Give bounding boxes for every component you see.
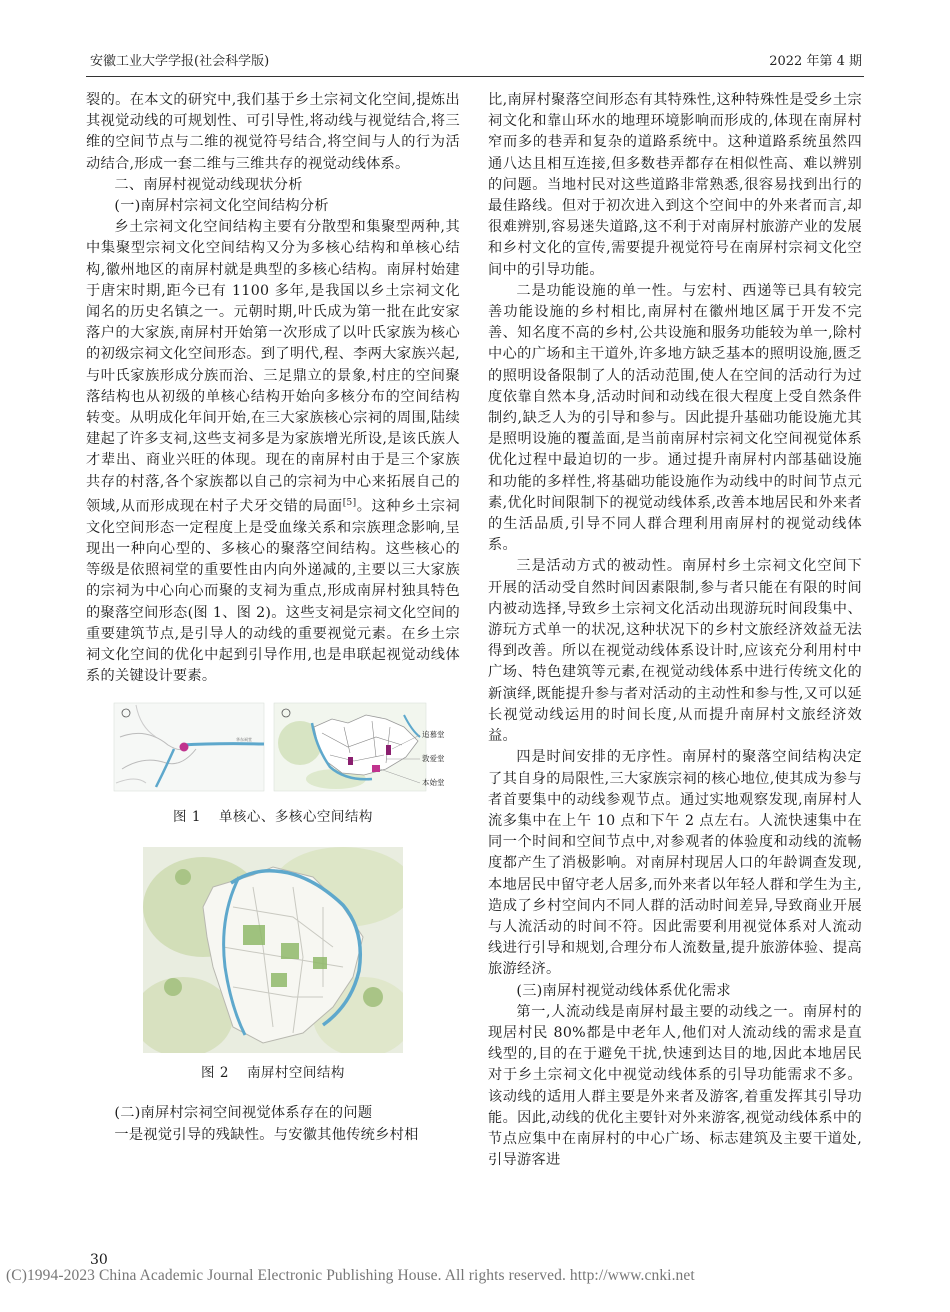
subsection-heading-2: (二)南屏村宗祠空间视觉体系存在的问题 [114,1105,373,1122]
body-paragraph: 二是功能设施的单一性。与宏村、西递等已具有较完善功能设施的乡村相比,南屏村在徽州地区属于开发不完善、知名度不高的乡村,公共设施和服务功能较为单一,除村中心的广场和主干道外,许多地方缺乏基本的照明设施,匮乏的照明设备限制了人的活动范围,使人在空间的活动行为过度依靠自然本身,活动时间和动线在很大程度上受自然条件制约,缺乏人为的引导和参与。因此提升基础功能设施尤其是照明设施的覆盖面,是当前南屏村宗祠文化空间视觉体系优化过程中最迫切的一步。通过提升南屏村内部基础设施和功能的多样性,将基础功能设施作为动线中的时间节点元素,优化时间限制下的视觉动线体系,改善本地居民和外来者的生活品质,引导不同人群合理利用南屏村的视觉动线体系。 [488,282,862,554]
figure-title: 单核心、多核心空间结构 [218,809,373,826]
single-core-map [114,703,264,791]
body-paragraph [86,217,460,687]
subsection-heading-3: (三)南屏村视觉动线体系优化需求 [516,982,731,999]
multi-core-map [274,703,426,791]
core-marker [386,745,391,755]
citation: [5] [342,497,357,508]
subsection-heading-1: (一)南屏村宗祠文化空间结构分析 [114,198,329,215]
legend-label-2: 敦爱堂 [422,754,445,764]
green-area [271,973,287,987]
core-marker [348,757,353,765]
left-column [86,90,460,1146]
legend-label-1: 追慕堂 [422,730,445,740]
green-area [281,943,299,959]
body-paragraph: 一是视觉引导的残缺性。与安徽其他传统乡村相 [114,1126,419,1143]
green-area [313,957,327,969]
figure-2 [143,847,403,1053]
copyright-footer: (C)1994-2023 China Academic Journal Electronic Publishing House. All rights reserved. http://www.cnki.net [6,1267,695,1284]
running-header [90,50,862,72]
right-column [488,90,862,1171]
figure-1-graphic [86,697,460,797]
header-divider [86,76,864,77]
figure-number: 图 1 [173,809,201,826]
green-area [243,925,265,945]
core-marker [372,765,380,772]
body-paragraph: 第一,人流动线是南屏村最主要的动线之一。南屏村的现居村民 80%都是中老年人,他们对人流动线的需求是直线型的,目的在于避免干扰,快速到达目的地,因此本地居民对于乡土宗祠文化中视觉动线体系的引导功能需求不多。该动线的适用人群主要是外来者及游客,着重发挥其引导功能。因此,动线的优化主要针对外来游客,视觉动线体系中的节点应集中在南屏村的中心广场、标志建筑及主要干道处,引导游客进 [488,1003,862,1169]
issue-number: 2022 年第 4 期 [769,54,862,69]
figure-1-caption [86,805,460,825]
figure-1 [86,697,460,797]
road-label: 华东祠堂 [236,737,252,743]
intro-paragraph: 裂的。在本文的研究中,我们基于乡土宗祠文化空间,提炼出其视觉动线的可规划性、可引导性,将动线与视觉结合,将三维的空间节点与二维的视觉符号结合,将空间与人的行为活动结合,形成一套二维与三维共存的视觉动线体系。 [86,92,460,172]
page-number: 30 [90,1252,108,1268]
journal-title: 安徽工业大学学报(社会科学版) [90,54,270,69]
figure-title: 南屏村空间结构 [246,1065,345,1082]
section-heading-2: 二、南屏村视觉动线现状分析 [114,176,303,193]
river-line [182,744,264,745]
body-paragraph: 四是时间安排的无序性。南屏村的聚落空间结构决定了其自身的局限性,三大家族宗祠的核心地位,使其成为参与者首要集中的动线参观节点。通过实地观察发现,南屏村人流多集中在上午 10 点和下午 2 点左右。人流快速集中在同一个时间和空间节点中,对参观者的体验度和动线的流畅度都产生了消极影响。对南屏村现居人口的年龄调查发现,本地居民中留守老人居多,而外来者以年轻人群和学生为主,造成了乡村空间内不同人群的活动时间差异,导致商业开展与人流活动的时间不符。因此需要利用视觉体系对人流动线进行引导和规划,合理分布人流数量,提升旅游体验、提高旅游经济。 [488,749,862,978]
core-marker [180,743,189,752]
legend-label-3: 本始堂 [422,778,445,788]
figure-2-graphic [143,847,403,1053]
paragraph-part: 乡土宗祠文化空间结构主要有分散型和集聚型两种,其中集聚型宗祠文化空间结构又分为多核心结构和单核心结构,徽州地区的南屏村就是典型的多核心结构。南屏村始建于唐宋时期,距今已有 1100 多年,是我国以乡土宗祠文化闻名的历史名镇之一。元朝时期,叶氏成为第一批在此安家落户的大家族,南屏村开始第一次形成了以叶氏家族为核心的初级宗祠文化空间形态。到了明代,程、李两大家族兴起,与叶氏家族形成分族而治、三足鼎立的景象,村庄的空间聚落结构也从初级的单核心结构开始向多核分布的空间结构转变。从明成化年间开始,在三大家族核心宗祠的周围,陆续建起了许多支祠,这些支祠多是为家族增光所设,是该氏族人才辈出、商业兴旺的体现。现在的南屏村由于是三个家族共存的村落,各个家族都以自己的宗祠为中心来拓展自己的领域,从而形成现在村子犬牙交错的局面 [86,219,460,515]
figure-number: 图 2 [201,1065,229,1082]
body-paragraph: 比,南屏村聚落空间形态有其特殊性,这种特殊性是受乡土宗祠文化和靠山环水的地理环境影响而形成的,体现在南屏村窄而多的巷弄和复杂的道路系统中。这种道路系统虽然四通八达且相互连接,但多数巷弄都存在相似性高、难以辨别的问题。当地村民对这些道路非常熟悉,很容易找到出行的最佳路线。但对于初次进入到这个空间中的外来者而言,却很难辨别,容易迷失道路,这不利于对南屏村旅游产业的发展和乡村文化的宣传,需要提升视觉符号在南屏村宗祠文化空间中的引导功能。 [488,92,862,278]
figure-2-caption [86,1061,460,1081]
paragraph-part: 。这种乡土宗祠文化空间形态一定程度上是受血缘关系和宗族理念影响,呈现出一种向心型的、多核心的聚落空间结构。这些核心的等级是依照祠堂的重要性由内向外递减的,主要以三大家族的宗祠为中心向心而聚的支祠为重点,形成南屏村独具特色的聚落空间形态(图 1、图 2)。这些支祠是宗祠文化空间的重要建筑节点,是引导人的动线的重要视觉元素。在乡土宗祠文化空间的优化中起到引导作用,也是串联起视觉动线体系的关键设计要素。 [86,498,460,685]
body-paragraph: 三是活动方式的被动性。南屏村乡土宗祠文化空间下开展的活动受自然时间因素限制,参与者只能在有限的时间内被动选择,导致乡土宗祠文化活动出现游玩时间段集中、游玩方式单一的状况,这种状况下的乡村文旅经济效益无法得到改善。所以在视觉动线体系设计时,应该充分利用村中广场、特色建筑等元素,在视觉动线体系中进行传统文化的新演绎,既能提升参与者对活动的主动性和参与性,又可以延长视觉动线运用的时间长度,从而提升南屏村文旅经济效益。 [488,558,862,745]
